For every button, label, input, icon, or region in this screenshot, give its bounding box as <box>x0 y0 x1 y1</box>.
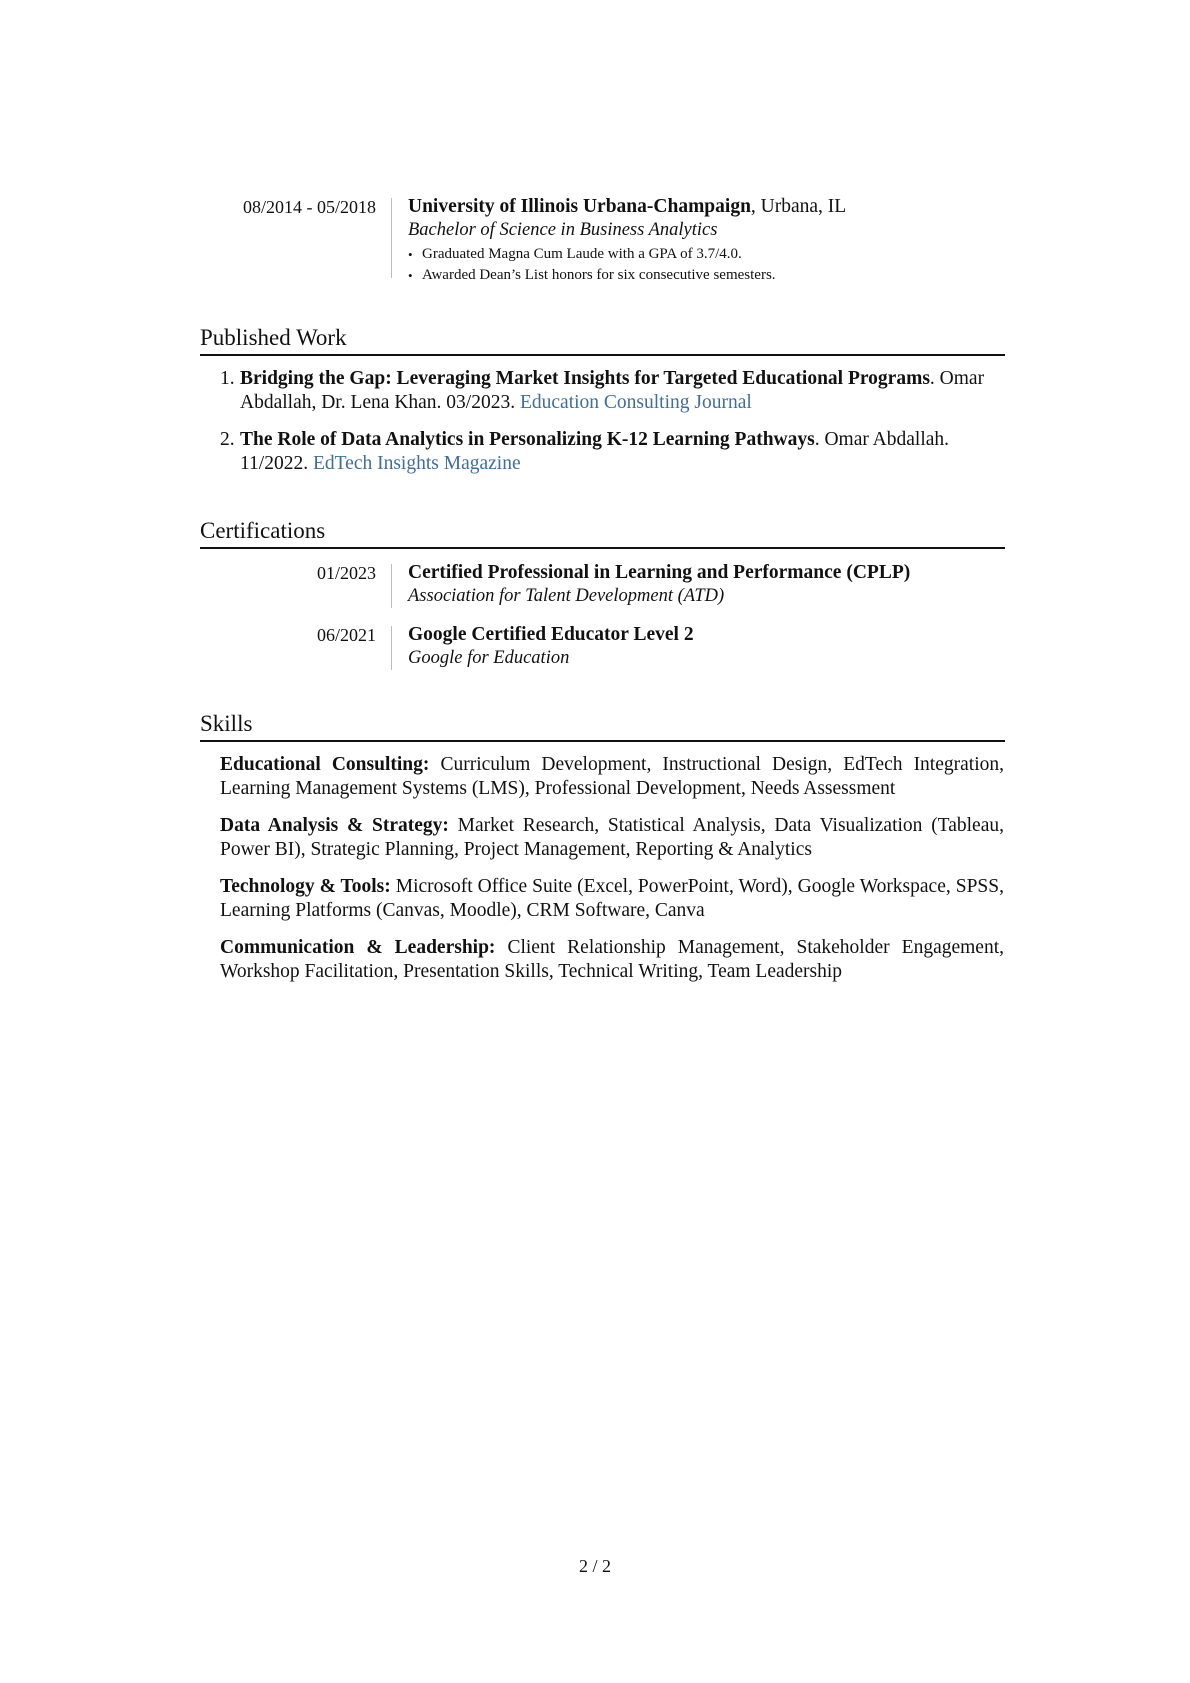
publication-item <box>220 428 1010 475</box>
skill-group-values: Market Research, Statistical Analysis, Data Visualization (Tableau, Power BI), Strategic Planning, Project Management, Reporting & Analytics <box>220 815 1004 860</box>
education-location: , Urbana, IL <box>750 196 847 217</box>
publication-authors: . Omar Abdallah. 11/2022. <box>240 429 950 474</box>
publication-number: 1. <box>220 368 235 389</box>
certification-issuer: Google for Education <box>408 648 570 668</box>
page-number: 2 / 2 <box>578 1556 611 1576</box>
education-bullets <box>408 244 1005 286</box>
skill-group-label: Educational Consulting: <box>220 754 430 775</box>
entry-divider <box>391 198 392 278</box>
publication-venue-link[interactable]: EdTech Insights Magazine <box>312 452 521 474</box>
entry-divider <box>391 564 392 608</box>
skill-group-label: Technology & Tools: <box>220 876 391 897</box>
education-degree: Bachelor of Science in Business Analytics <box>408 220 718 240</box>
entry-divider <box>391 626 392 670</box>
education-entry <box>200 195 1005 283</box>
section-heading-published-work: Published Work <box>200 324 1005 356</box>
education-bullet: • Awarded Dean’s List honors for six consecutive semesters. <box>408 265 1005 286</box>
education-bullet: • Graduated Magna Cum Laude with a GPA of 3.7/4.0. <box>408 244 1005 265</box>
certification-name: Certified Professional in Learning and Performance (CPLP) <box>408 562 911 583</box>
certification-entry <box>200 561 1005 609</box>
education-body <box>408 195 1005 286</box>
skill-group-values: Curriculum Development, Instructional Design, EdTech Integration, Learning Management Systems (LMS), Professional Development, Needs Assessment <box>220 754 1004 799</box>
skill-group <box>220 875 1004 922</box>
publication-venue-link[interactable]: Education Consulting Journal <box>519 391 752 413</box>
certification-body <box>408 623 1005 670</box>
section-heading-skills: Skills <box>200 710 1005 742</box>
publication-item <box>220 367 1010 414</box>
education-date: 08/2014 - 05/2018 <box>243 197 376 217</box>
skill-group <box>220 814 1004 861</box>
skill-group-label: Data Analysis & Strategy: <box>220 815 449 836</box>
skill-group <box>220 936 1004 983</box>
certification-name: Google Certified Educator Level 2 <box>408 624 694 645</box>
skill-group-values: Client Relationship Management, Stakeholder Engagement, Workshop Facilitation, Presentation Skills, Technical Writing, Team Leadership <box>220 937 1004 982</box>
skill-group-values: Microsoft Office Suite (Excel, PowerPoint, Word), Google Workspace, SPSS, Learning Platforms (Canvas, Moodle), CRM Software, Canva <box>220 876 1004 921</box>
publication-title: The Role of Data Analytics in Personalizing K-12 Learning Pathways <box>240 429 815 450</box>
education-institution: University of Illinois Urbana-Champaign <box>408 196 751 217</box>
certification-issuer: Association for Talent Development (ATD) <box>408 586 725 606</box>
certification-entry <box>200 623 1005 671</box>
certification-date: 06/2021 <box>316 625 376 645</box>
certification-date: 01/2023 <box>316 563 376 583</box>
education-institution-line <box>408 195 1005 219</box>
skill-group <box>220 753 1004 800</box>
skill-group-label: Communication & Leadership: <box>220 937 496 958</box>
publication-authors: . Omar Abdallah, Dr. Lena Khan. 03/2023. <box>240 368 985 413</box>
publication-number: 2. <box>220 429 235 450</box>
certification-body <box>408 561 1005 608</box>
section-heading-certifications: Certifications <box>200 517 1005 549</box>
publication-title: Bridging the Gap: Leveraging Market Insights for Targeted Educational Programs <box>240 368 930 389</box>
